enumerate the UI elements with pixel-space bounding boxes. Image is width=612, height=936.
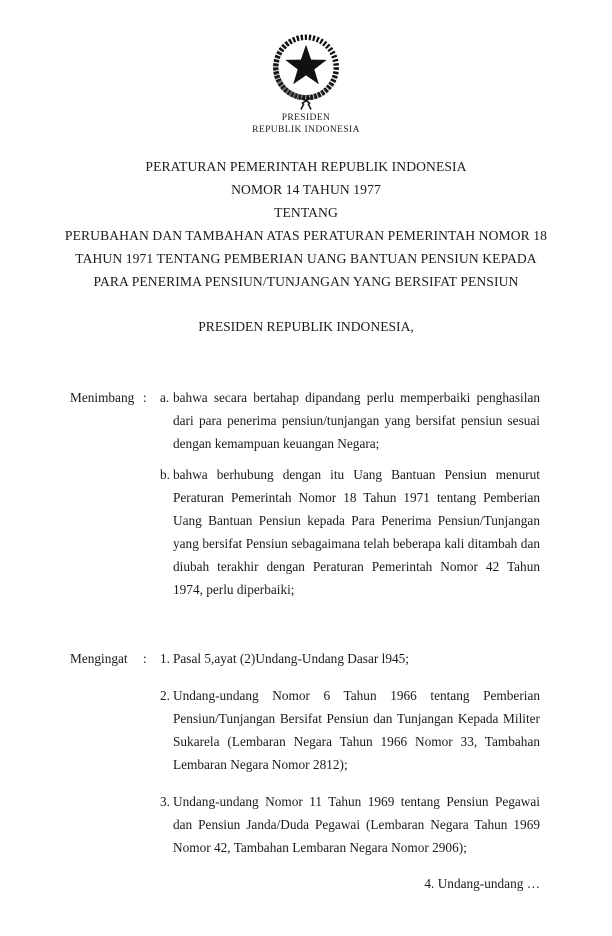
list-item xyxy=(70,790,540,859)
item-text: Pasal 5,ayat (2)Undang-Undang Dasar l945; xyxy=(173,651,409,666)
star-icon xyxy=(285,45,326,84)
presidential-emblem xyxy=(264,28,348,112)
office-line-2: REPUBLIK INDONESIA xyxy=(252,125,360,135)
item-text: Undang-undang Nomor 11 Tahun 1969 tentang Pensiun Pegawai dan Pensiun Janda/Duda Pegawai (Lembaran Negara Tahun 1969 Nomor 42, Tambahan Lembaran Negara Nomor 2906); xyxy=(173,794,540,855)
section-menimbang xyxy=(70,386,540,601)
title-subject-line: PARA PENERIMA PENSIUN/TUNJANGAN YANG BERSIFAT PENSIUN xyxy=(93,274,519,289)
item-marker: a. xyxy=(160,390,170,405)
list-item xyxy=(70,386,540,455)
item-text: bahwa secara bertahap dipandang perlu memperbaiki penghasilan dari para penerima pensiun/tunjangan yang bersifat pensiun sesuai dengan kemampuan keuangan Negara; xyxy=(173,390,540,451)
document-header xyxy=(0,0,612,136)
item-marker: 2. xyxy=(160,688,170,703)
list-item xyxy=(70,647,540,670)
section-mengingat xyxy=(70,647,540,859)
page-catchword: 4. Undang-undang … xyxy=(424,876,540,891)
item-text: Undang-undang Nomor 6 Tahun 1966 tentang Pemberian Pensiun/Tunjangan Bersifat Pensiun dan Tunjangan Kepada Militer Sukarela (Lembaran Negara Tahun 1966 Nomor 33, Tambahan Lembaran Negara Nomor 2812); xyxy=(173,688,540,772)
section-colon: : xyxy=(143,390,147,405)
issuing-office xyxy=(0,112,612,136)
section-label: Menimbang xyxy=(70,390,135,405)
item-text: bahwa berhubung dengan itu Uang Bantuan Pensiun menurut Peraturan Pemerintah Nomor 18 Tahun 1971 tentang Pemberian Uang Bantuan Pensiun kepada Para Penerima Pensiun/Tunjangan yang bersifat Pensiun sebagaimana telah beberapa kali ditambah dan diubah terakhir dengan Peraturan Pemerintah Nomor 42 Tahun 1974, perlu diperbaiki; xyxy=(173,467,540,597)
document-title xyxy=(0,155,612,293)
item-marker: 1. xyxy=(160,651,170,666)
section-colon: : xyxy=(143,651,147,666)
title-subject-line: TAHUN 1971 TENTANG PEMBERIAN UANG BANTUAN PENSIUN KEPADA xyxy=(75,251,537,266)
section-label: Mengingat xyxy=(70,651,128,666)
title-number-line: NOMOR 14 TAHUN 1977 xyxy=(231,182,381,197)
list-item xyxy=(70,684,540,776)
item-marker: 3. xyxy=(160,794,170,809)
salutation-line: PRESIDEN REPUBLIK INDONESIA, xyxy=(198,319,414,334)
title-regulation-line: PERATURAN PEMERINTAH REPUBLIK INDONESIA xyxy=(145,159,467,174)
list-item xyxy=(70,463,540,601)
office-line-1: PRESIDEN xyxy=(281,113,331,123)
document-body xyxy=(0,386,612,895)
title-about-label: TENTANG xyxy=(274,205,338,220)
item-marker: b. xyxy=(160,467,170,482)
title-subject-line: PERUBAHAN DAN TAMBAHAN ATAS PERATURAN PEMERINTAH NOMOR 18 xyxy=(64,228,548,243)
